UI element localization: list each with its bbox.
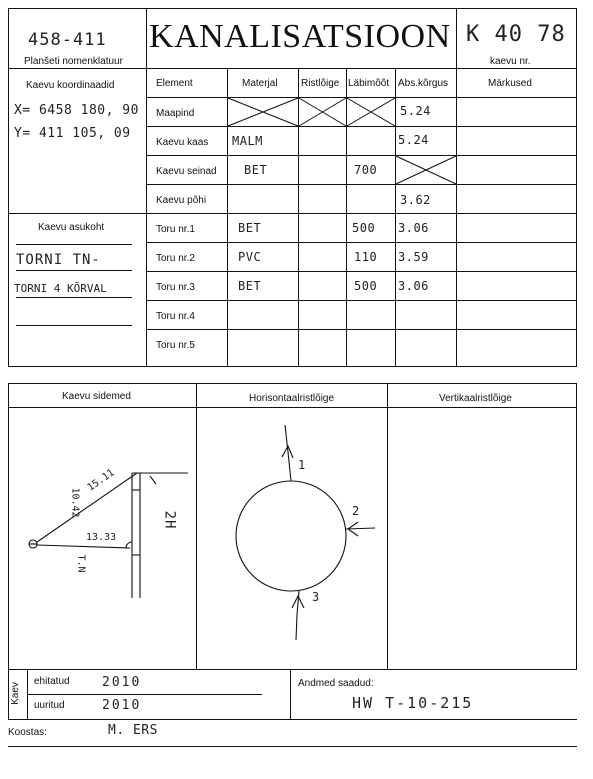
lower-form-border (9, 384, 577, 670)
row-element: Toru nr.1 (156, 224, 195, 235)
location-label: Kaevu asukoht (38, 222, 105, 233)
data-source-label: Andmed saadud: (298, 678, 374, 689)
header-diameter: Läbimõõt (348, 78, 390, 89)
row-abs-height: 3.62 (400, 193, 431, 207)
pipe-label-2: 2 (352, 504, 360, 518)
row-abs-height: 3.06 (398, 279, 429, 293)
header-section: Ristlõige (301, 78, 340, 89)
data-source-value: HW T-10-215 (352, 694, 474, 712)
horizontal-section-label: Horisontaalristlõige (249, 393, 335, 404)
row-element: Maapind (156, 108, 195, 119)
built-label: ehitatud (34, 676, 70, 687)
pipe-label-1: 1 (298, 458, 306, 472)
row-element: Toru nr.5 (156, 340, 195, 351)
row-diameter: 500 (352, 221, 376, 235)
row-diameter: 110 (354, 250, 378, 264)
row-element: Kaevu seinad (156, 166, 217, 177)
ties-label: Kaevu sidemed (62, 391, 131, 402)
author-label: Koostas: (8, 727, 47, 738)
well-number-label: kaevu nr. (490, 56, 531, 67)
surveyed-value: 2010 (102, 698, 142, 713)
header-notes: Märkused (488, 78, 532, 89)
author-value: M. ERS (108, 723, 158, 738)
row-abs-height: 3.59 (398, 250, 429, 264)
header-abs-height: Abs.kõrgus (398, 78, 449, 89)
row-abs-height: 5.24 (400, 104, 431, 118)
vertical-section-label: Vertikaalristlõige (439, 393, 512, 404)
row-element: Kaevu põhi (156, 195, 207, 206)
sheet-number-value: 458-411 (28, 30, 107, 50)
surveyed-label: uuritud (34, 700, 65, 711)
tie-distance-2: 13.33 (86, 532, 117, 543)
sheet-number-label: Planšeti nomenklatuur (24, 56, 123, 67)
row-diameter: 700 (354, 163, 378, 177)
row-diameter: 500 (354, 279, 378, 293)
row-element: Toru nr.2 (156, 253, 195, 264)
row-element: Toru nr.3 (156, 282, 195, 293)
row-abs-height: 5.24 (398, 133, 429, 147)
header-element: Element (156, 78, 193, 89)
row-material: BET (238, 221, 262, 235)
location-line-2: TORNI 4 KÕRVAL (14, 282, 107, 295)
form-title: KANALISATSIOON (149, 18, 451, 55)
tie-left-label: 10.42 (69, 487, 81, 518)
tie-distance-1: 15.11 (85, 467, 117, 494)
coordinate-y: Y= 411 105, 09 (14, 126, 131, 141)
pipe-label-3: 3 (312, 590, 320, 604)
tie-bottom-label: T.N (75, 554, 87, 573)
well-side-label: Kaev (9, 682, 21, 705)
well-circle (236, 481, 346, 591)
row-abs-height: 3.06 (398, 221, 429, 235)
house-label: 2H (161, 510, 178, 530)
row-material: MALM (232, 134, 263, 148)
row-material: BET (244, 163, 268, 177)
row-material: BET (238, 279, 262, 293)
coordinates-label: Kaevu koordinaadid (26, 80, 115, 91)
well-number-value: K 40 78 (466, 22, 566, 47)
coordinate-x: X= 6458 180, 90 (14, 103, 139, 118)
row-material: PVC (238, 250, 262, 264)
location-line-1: TORNI TN- (16, 252, 101, 268)
header-material: Materjal (242, 78, 278, 89)
built-value: 2010 (102, 675, 142, 690)
row-element: Toru nr.4 (156, 311, 195, 322)
row-element: Kaevu kaas (156, 137, 209, 148)
